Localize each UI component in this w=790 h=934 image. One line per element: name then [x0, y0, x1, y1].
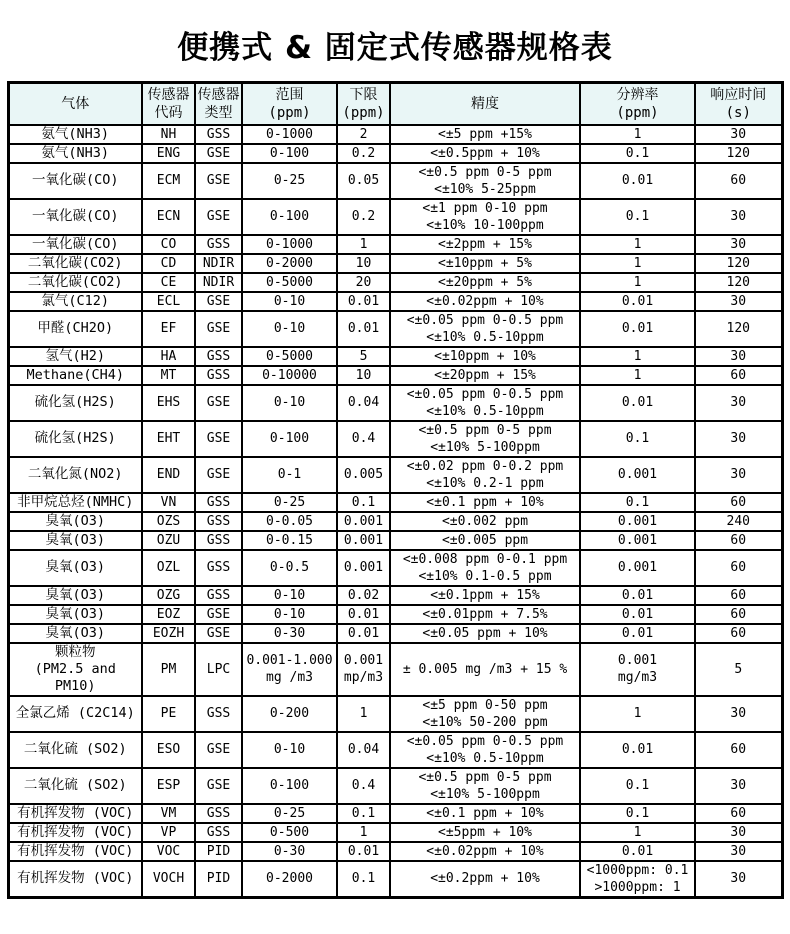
cell-gas: 氯气(C12): [8, 292, 142, 311]
cell-response: 5: [695, 643, 782, 696]
cell-resolution: 0.01: [580, 163, 695, 199]
cell-gas: 二氧化硫 (SO2): [8, 732, 142, 768]
cell-response: 30: [695, 696, 782, 732]
cell-resolution: 0.1: [580, 768, 695, 804]
cell-resolution: 0.001: [580, 512, 695, 531]
cell-limit: 0.05: [337, 163, 390, 199]
cell-limit: 1: [337, 696, 390, 732]
cell-response: 30: [695, 125, 782, 144]
cell-resolution: 0.01: [580, 586, 695, 605]
cell-gas: 一氧化碳(CO): [8, 199, 142, 235]
cell-limit: 0.001: [337, 550, 390, 586]
cell-type: GSS: [195, 804, 242, 823]
cell-type: GSE: [195, 732, 242, 768]
cell-accuracy: ± 0.005 mg /m3 + 15 %: [390, 643, 580, 696]
cell-accuracy: <±10ppm + 10%: [390, 347, 580, 366]
cell-response: 30: [695, 292, 782, 311]
cell-range: 0-200: [242, 696, 337, 732]
column-header-range: 范围 (ppm): [242, 83, 337, 125]
cell-code: ECL: [142, 292, 195, 311]
table-row: [8, 804, 782, 823]
cell-type: GSE: [195, 163, 242, 199]
cell-code: END: [142, 457, 195, 493]
table-row: [8, 385, 782, 421]
cell-type: GSS: [195, 366, 242, 385]
cell-limit: 20: [337, 273, 390, 292]
cell-code: OZG: [142, 586, 195, 605]
cell-accuracy: <±0.1ppm + 15%: [390, 586, 580, 605]
cell-response: 60: [695, 605, 782, 624]
cell-resolution: 0.01: [580, 311, 695, 347]
cell-resolution: 1: [580, 235, 695, 254]
cell-gas: 氢气(H2): [8, 347, 142, 366]
cell-gas: Methane(CH4): [8, 366, 142, 385]
cell-type: GSS: [195, 696, 242, 732]
cell-accuracy: <±0.5ppm + 10%: [390, 144, 580, 163]
cell-type: NDIR: [195, 254, 242, 273]
cell-resolution: 1: [580, 823, 695, 842]
cell-code: VM: [142, 804, 195, 823]
cell-limit: 0.4: [337, 768, 390, 804]
cell-accuracy: <±0.02ppm + 10%: [390, 292, 580, 311]
cell-accuracy: <±20ppm + 15%: [390, 366, 580, 385]
cell-limit: 0.1: [337, 493, 390, 512]
table-row: [8, 292, 782, 311]
cell-type: GSS: [195, 347, 242, 366]
cell-accuracy: <±0.1 ppm + 10%: [390, 804, 580, 823]
cell-resolution: 1: [580, 254, 695, 273]
cell-limit: 0.01: [337, 605, 390, 624]
table-row: [8, 823, 782, 842]
table-row: [8, 366, 782, 385]
cell-gas: 氨气(NH3): [8, 144, 142, 163]
cell-response: 60: [695, 804, 782, 823]
cell-accuracy: <±0.2ppm + 10%: [390, 861, 580, 898]
cell-accuracy: <±0.05 ppm 0-0.5 ppm <±10% 0.5-10ppm: [390, 732, 580, 768]
cell-resolution: 1: [580, 273, 695, 292]
cell-response: 240: [695, 512, 782, 531]
cell-code: ECM: [142, 163, 195, 199]
cell-range: 0-10: [242, 732, 337, 768]
cell-type: GSS: [195, 512, 242, 531]
cell-accuracy: <±2ppm + 15%: [390, 235, 580, 254]
cell-resolution: 0.01: [580, 292, 695, 311]
cell-type: PID: [195, 861, 242, 898]
cell-resolution: <1000ppm: 0.1 >1000ppm: 1: [580, 861, 695, 898]
cell-range: 0-1000: [242, 125, 337, 144]
cell-gas: 有机挥发物 (VOC): [8, 861, 142, 898]
table-row: [8, 311, 782, 347]
column-header-response: 响应时间 (s): [695, 83, 782, 125]
table-row: [8, 550, 782, 586]
cell-range: 0-10: [242, 292, 337, 311]
cell-code: MT: [142, 366, 195, 385]
cell-accuracy: <±0.02 ppm 0-0.2 ppm <±10% 0.2-1 ppm: [390, 457, 580, 493]
cell-gas: 甲醛(CH2O): [8, 311, 142, 347]
cell-limit: 5: [337, 347, 390, 366]
cell-type: GSE: [195, 624, 242, 643]
table-header: [8, 83, 782, 125]
cell-gas: 臭氧(O3): [8, 550, 142, 586]
cell-range: 0-0.05: [242, 512, 337, 531]
column-header-type: 传感器 类型: [195, 83, 242, 125]
table-row: [8, 768, 782, 804]
cell-gas: 硫化氢(H2S): [8, 385, 142, 421]
cell-range: 0-10: [242, 311, 337, 347]
column-header-limit: 下限 (ppm): [337, 83, 390, 125]
cell-response: 30: [695, 421, 782, 457]
cell-gas: 全氯乙烯 (C2C14): [8, 696, 142, 732]
cell-limit: 0.02: [337, 586, 390, 605]
cell-range: 0-100: [242, 199, 337, 235]
cell-gas: 一氧化碳(CO): [8, 235, 142, 254]
cell-type: GSS: [195, 235, 242, 254]
cell-gas: 硫化氢(H2S): [8, 421, 142, 457]
cell-limit: 10: [337, 254, 390, 273]
page-title: 便携式 & 固定式传感器规格表: [177, 30, 613, 66]
cell-code: CO: [142, 235, 195, 254]
cell-range: 0-1: [242, 457, 337, 493]
table-row: [8, 457, 782, 493]
cell-response: 60: [695, 366, 782, 385]
cell-accuracy: <±5ppm + 10%: [390, 823, 580, 842]
cell-response: 30: [695, 235, 782, 254]
cell-response: 30: [695, 385, 782, 421]
cell-limit: 0.04: [337, 385, 390, 421]
cell-code: EHS: [142, 385, 195, 421]
cell-response: 60: [695, 624, 782, 643]
cell-code: OZU: [142, 531, 195, 550]
cell-resolution: 0.1: [580, 144, 695, 163]
cell-gas: 一氧化碳(CO): [8, 163, 142, 199]
cell-code: EOZ: [142, 605, 195, 624]
cell-accuracy: <±0.02ppm + 10%: [390, 842, 580, 861]
cell-limit: 0.1: [337, 861, 390, 898]
cell-gas: 有机挥发物 (VOC): [8, 804, 142, 823]
cell-type: GSS: [195, 493, 242, 512]
cell-range: 0-10: [242, 586, 337, 605]
table-row: [8, 586, 782, 605]
cell-response: 60: [695, 531, 782, 550]
table-row: [8, 347, 782, 366]
table-row: [8, 624, 782, 643]
cell-response: 60: [695, 493, 782, 512]
cell-code: PM: [142, 643, 195, 696]
cell-code: CD: [142, 254, 195, 273]
cell-limit: 0.01: [337, 292, 390, 311]
cell-resolution: 0.01: [580, 624, 695, 643]
cell-type: GSE: [195, 768, 242, 804]
sensor-spec-table: [7, 81, 784, 899]
cell-limit: 0.4: [337, 421, 390, 457]
cell-limit: 1: [337, 235, 390, 254]
column-header-accuracy: 精度: [390, 83, 580, 125]
cell-gas: 二氧化硫 (SO2): [8, 768, 142, 804]
cell-type: GSS: [195, 531, 242, 550]
cell-resolution: 1: [580, 696, 695, 732]
cell-type: GSS: [195, 823, 242, 842]
cell-limit: 0.005: [337, 457, 390, 493]
cell-code: ESP: [142, 768, 195, 804]
cell-code: ENG: [142, 144, 195, 163]
cell-gas: 二氧化碳(CO2): [8, 273, 142, 292]
cell-response: 120: [695, 254, 782, 273]
cell-range: 0-25: [242, 163, 337, 199]
cell-type: GSS: [195, 586, 242, 605]
table-row: [8, 861, 782, 898]
cell-limit: 0.2: [337, 199, 390, 235]
table-row: [8, 512, 782, 531]
table-row: [8, 643, 782, 696]
cell-code: VOC: [142, 842, 195, 861]
cell-response: 60: [695, 586, 782, 605]
cell-range: 0-2000: [242, 861, 337, 898]
table-row: [8, 493, 782, 512]
cell-resolution: 0.01: [580, 385, 695, 421]
cell-type: GSS: [195, 125, 242, 144]
cell-type: GSE: [195, 421, 242, 457]
cell-accuracy: <±0.1 ppm + 10%: [390, 493, 580, 512]
cell-gas: 臭氧(O3): [8, 586, 142, 605]
cell-resolution: 0.001: [580, 550, 695, 586]
cell-limit: 0.2: [337, 144, 390, 163]
cell-response: 30: [695, 861, 782, 898]
cell-resolution: 0.1: [580, 421, 695, 457]
cell-code: OZL: [142, 550, 195, 586]
cell-limit: 0.1: [337, 804, 390, 823]
cell-resolution: 0.001 mg/m3: [580, 643, 695, 696]
cell-gas: 颗粒物 (PM2.5 and PM10): [8, 643, 142, 696]
cell-code: HA: [142, 347, 195, 366]
column-header-resolution: 分辨率 (ppm): [580, 83, 695, 125]
cell-accuracy: <±0.5 ppm 0-5 ppm <±10% 5-25ppm: [390, 163, 580, 199]
cell-gas: 臭氧(O3): [8, 605, 142, 624]
cell-limit: 0.001 mp/m3: [337, 643, 390, 696]
cell-limit: 1: [337, 823, 390, 842]
cell-gas: 非甲烷总烃(NMHC): [8, 493, 142, 512]
cell-range: 0-0.5: [242, 550, 337, 586]
cell-type: GSE: [195, 292, 242, 311]
cell-type: GSE: [195, 457, 242, 493]
column-header-gas: 气体: [8, 83, 142, 125]
table-row: [8, 732, 782, 768]
cell-response: 30: [695, 823, 782, 842]
cell-limit: 2: [337, 125, 390, 144]
cell-range: 0-2000: [242, 254, 337, 273]
cell-resolution: 0.001: [580, 531, 695, 550]
cell-limit: 0.01: [337, 624, 390, 643]
table-row: [8, 605, 782, 624]
cell-type: GSE: [195, 605, 242, 624]
cell-type: GSS: [195, 550, 242, 586]
cell-resolution: 1: [580, 125, 695, 144]
cell-limit: 0.01: [337, 842, 390, 861]
cell-resolution: 0.01: [580, 842, 695, 861]
cell-accuracy: <±1 ppm 0-10 ppm <±10% 10-100ppm: [390, 199, 580, 235]
cell-range: 0-100: [242, 768, 337, 804]
table-row: [8, 273, 782, 292]
cell-type: GSE: [195, 385, 242, 421]
table-row: [8, 199, 782, 235]
table-row: [8, 235, 782, 254]
cell-accuracy: <±0.05 ppm 0-0.5 ppm <±10% 0.5-10ppm: [390, 385, 580, 421]
cell-type: LPC: [195, 643, 242, 696]
cell-range: 0.001-1.000 mg /m3: [242, 643, 337, 696]
cell-accuracy: <±10ppm + 5%: [390, 254, 580, 273]
cell-range: 0-100: [242, 421, 337, 457]
table-row: [8, 842, 782, 861]
cell-range: 0-30: [242, 624, 337, 643]
cell-range: 0-10000: [242, 366, 337, 385]
cell-resolution: 1: [580, 366, 695, 385]
cell-range: 0-25: [242, 804, 337, 823]
cell-range: 0-10: [242, 385, 337, 421]
cell-range: 0-500: [242, 823, 337, 842]
cell-response: 120: [695, 273, 782, 292]
cell-response: 120: [695, 311, 782, 347]
cell-code: VN: [142, 493, 195, 512]
cell-code: NH: [142, 125, 195, 144]
cell-response: 30: [695, 842, 782, 861]
cell-range: 0-10: [242, 605, 337, 624]
cell-type: GSE: [195, 199, 242, 235]
cell-response: 60: [695, 550, 782, 586]
cell-gas: 臭氧(O3): [8, 512, 142, 531]
cell-limit: 0.001: [337, 531, 390, 550]
table-row: [8, 696, 782, 732]
cell-limit: 10: [337, 366, 390, 385]
cell-gas: 有机挥发物 (VOC): [8, 823, 142, 842]
cell-resolution: 0.01: [580, 605, 695, 624]
cell-range: 0-1000: [242, 235, 337, 254]
cell-response: 30: [695, 347, 782, 366]
cell-resolution: 1: [580, 347, 695, 366]
cell-resolution: 0.001: [580, 457, 695, 493]
cell-accuracy: <±0.005 ppm: [390, 531, 580, 550]
cell-code: OZS: [142, 512, 195, 531]
cell-type: GSE: [195, 311, 242, 347]
cell-range: 0-5000: [242, 347, 337, 366]
cell-gas: 二氧化氮(NO2): [8, 457, 142, 493]
cell-accuracy: <±0.008 ppm 0-0.1 ppm <±10% 0.1-0.5 ppm: [390, 550, 580, 586]
cell-accuracy: <±0.05 ppm + 10%: [390, 624, 580, 643]
cell-response: 30: [695, 199, 782, 235]
cell-range: 0-5000: [242, 273, 337, 292]
cell-accuracy: <±0.5 ppm 0-5 ppm <±10% 5-100ppm: [390, 421, 580, 457]
cell-accuracy: <±20ppm + 5%: [390, 273, 580, 292]
cell-response: 60: [695, 732, 782, 768]
cell-response: 30: [695, 457, 782, 493]
cell-code: EHT: [142, 421, 195, 457]
cell-accuracy: <±0.05 ppm 0-0.5 ppm <±10% 0.5-10ppm: [390, 311, 580, 347]
cell-resolution: 0.01: [580, 732, 695, 768]
cell-response: 120: [695, 144, 782, 163]
cell-gas: 二氧化碳(CO2): [8, 254, 142, 273]
cell-gas: 臭氧(O3): [8, 531, 142, 550]
cell-code: ECN: [142, 199, 195, 235]
cell-type: NDIR: [195, 273, 242, 292]
table-body: [8, 125, 782, 898]
cell-gas: 有机挥发物 (VOC): [8, 842, 142, 861]
cell-resolution: 0.1: [580, 199, 695, 235]
cell-accuracy: <±0.002 ppm: [390, 512, 580, 531]
column-header-code: 传感器 代码: [142, 83, 195, 125]
cell-type: GSE: [195, 144, 242, 163]
cell-limit: 0.001: [337, 512, 390, 531]
cell-range: 0-25: [242, 493, 337, 512]
cell-gas: 臭氧(O3): [8, 624, 142, 643]
cell-code: VOCH: [142, 861, 195, 898]
cell-code: EOZH: [142, 624, 195, 643]
cell-code: ESO: [142, 732, 195, 768]
cell-range: 0-0.15: [242, 531, 337, 550]
cell-accuracy: <±5 ppm +15%: [390, 125, 580, 144]
table-row: [8, 254, 782, 273]
cell-type: PID: [195, 842, 242, 861]
cell-range: 0-30: [242, 842, 337, 861]
cell-limit: 0.01: [337, 311, 390, 347]
table-row: [8, 421, 782, 457]
table-row: [8, 144, 782, 163]
cell-code: EF: [142, 311, 195, 347]
cell-range: 0-100: [242, 144, 337, 163]
table-row: [8, 163, 782, 199]
cell-code: CE: [142, 273, 195, 292]
header-row: [8, 83, 782, 125]
table-row: [8, 531, 782, 550]
cell-gas: 氨气(NH3): [8, 125, 142, 144]
cell-code: PE: [142, 696, 195, 732]
cell-accuracy: <±0.01ppm + 7.5%: [390, 605, 580, 624]
cell-code: VP: [142, 823, 195, 842]
cell-response: 60: [695, 163, 782, 199]
table-row: [8, 125, 782, 144]
cell-response: 30: [695, 768, 782, 804]
cell-resolution: 0.1: [580, 493, 695, 512]
cell-accuracy: <±0.5 ppm 0-5 ppm <±10% 5-100ppm: [390, 768, 580, 804]
cell-resolution: 0.1: [580, 804, 695, 823]
cell-limit: 0.04: [337, 732, 390, 768]
cell-accuracy: <±5 ppm 0-50 ppm <±10% 50-200 ppm: [390, 696, 580, 732]
